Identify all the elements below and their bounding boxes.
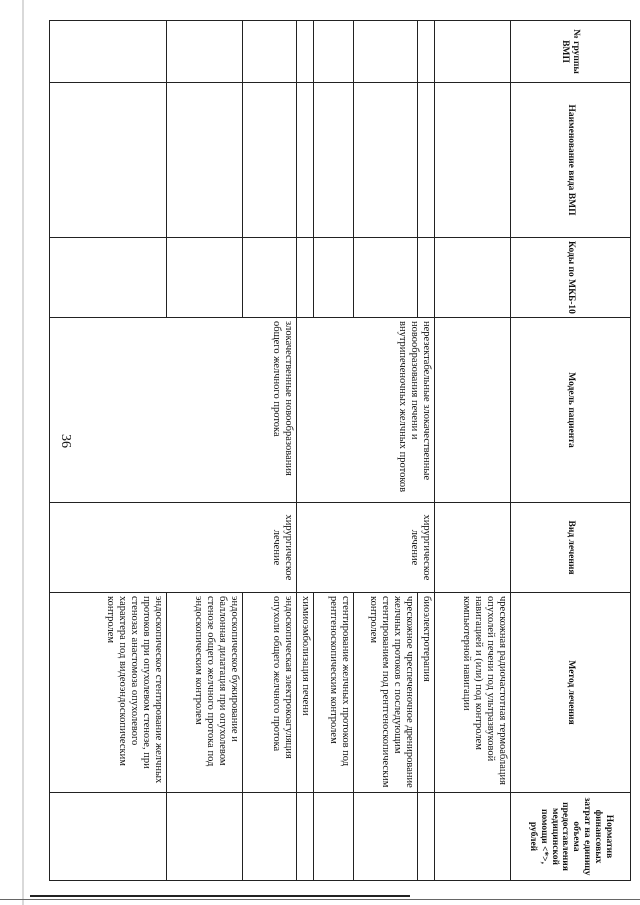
table-wrapper — [56, 20, 631, 880]
cell-icd-codes — [417, 238, 434, 318]
cell-patient-model: нерезектабельные злокачественные новообразования печени и внутрипеченочных желчных протоков — [296, 318, 434, 503]
cell-treatment-method: стентирование желчных протоков под рентгеноскопическим контролем — [313, 593, 353, 793]
cell-group-no — [49, 21, 166, 83]
cell-cost-norm — [435, 793, 511, 881]
header-group-no: № группы ВМП — [511, 21, 631, 83]
cell-cost-norm — [313, 793, 353, 881]
cell-vmp-name — [49, 83, 166, 238]
cell-vmp-name — [296, 83, 313, 238]
cell-vmp-name — [417, 83, 434, 238]
bottom-rule-thin — [0, 899, 640, 900]
scan-edge — [22, 0, 24, 905]
cell-treatment-method: чрескожная радиочастотная термоаблация опухолей печени под ультразвуковой навигацией и (или) под контролем компьютерной навигации — [435, 593, 511, 793]
cell-group-no — [166, 21, 242, 83]
cell-vmp-name — [353, 83, 417, 238]
table-row — [417, 21, 434, 881]
cell-treatment-type — [435, 503, 511, 593]
cell-vmp-name — [313, 83, 353, 238]
cell-treatment-method: химиоэмболизация печени — [296, 593, 313, 793]
cell-icd-codes — [313, 238, 353, 318]
cell-icd-codes — [296, 238, 313, 318]
cell-treatment-method: эндоскопическое бужирование и баллонная дилатация при опухолевом стенозе общего желчного протока под эндоскопическим контролем — [166, 593, 242, 793]
cell-patient-model — [435, 318, 511, 503]
cell-treatment-method: эндоскопическая электрокоагуляция опухоли общего желчного протока — [242, 593, 296, 793]
cell-cost-norm — [353, 793, 417, 881]
cell-cost-norm — [49, 793, 166, 881]
cell-icd-codes — [435, 238, 511, 318]
header-cost-norm: Норматив финансовых затрат на единицу объема предоставления медицинской помощи <*>, рублей — [511, 793, 631, 881]
cell-treatment-type: хирургическое лечение — [296, 503, 434, 593]
cell-treatment-method: биоэлектротерапия — [417, 593, 434, 793]
table-row — [435, 21, 511, 881]
cell-cost-norm — [242, 793, 296, 881]
bottom-rule — [30, 895, 410, 897]
header-treatment-type: Вид лечения — [511, 503, 631, 593]
cell-icd-codes — [49, 238, 166, 318]
table-row — [242, 21, 296, 881]
cell-icd-codes — [166, 238, 242, 318]
cell-group-no — [417, 21, 434, 83]
cell-patient-model: злокачественные новообразования общего желчного протока — [49, 318, 296, 503]
header-patient-model: Модель пациента — [511, 318, 631, 503]
cell-group-no — [242, 21, 296, 83]
cell-vmp-name — [435, 83, 511, 238]
header-row — [511, 21, 631, 881]
cell-icd-codes — [242, 238, 296, 318]
cell-group-no — [353, 21, 417, 83]
cell-icd-codes — [353, 238, 417, 318]
header-icd-codes: Коды по МКБ-10 — [511, 238, 631, 318]
cell-treatment-method: эндоскопическое стентирование желчных протоков при опухолевом стенозе, при стенозах анастомоза опухолевого характера под видеоэндоскопическим контролем — [49, 593, 166, 793]
cell-cost-norm — [417, 793, 434, 881]
vmp-table — [49, 20, 631, 881]
cell-group-no — [313, 21, 353, 83]
cell-vmp-name — [166, 83, 242, 238]
header-vmp-name: Наименование вида ВМП — [511, 83, 631, 238]
cell-group-no — [435, 21, 511, 83]
cell-cost-norm — [296, 793, 313, 881]
cell-treatment-type: хирургическое лечение — [49, 503, 296, 593]
cell-cost-norm — [166, 793, 242, 881]
cell-group-no — [296, 21, 313, 83]
cell-vmp-name — [242, 83, 296, 238]
cell-treatment-method: чрескожное чреспеченочное дренирование желчных протоков с последующим стентированием под рентгеноскопическим контролем — [353, 593, 417, 793]
page-number: 36 — [58, 434, 73, 448]
header-treatment-method: Метод лечения — [511, 593, 631, 793]
